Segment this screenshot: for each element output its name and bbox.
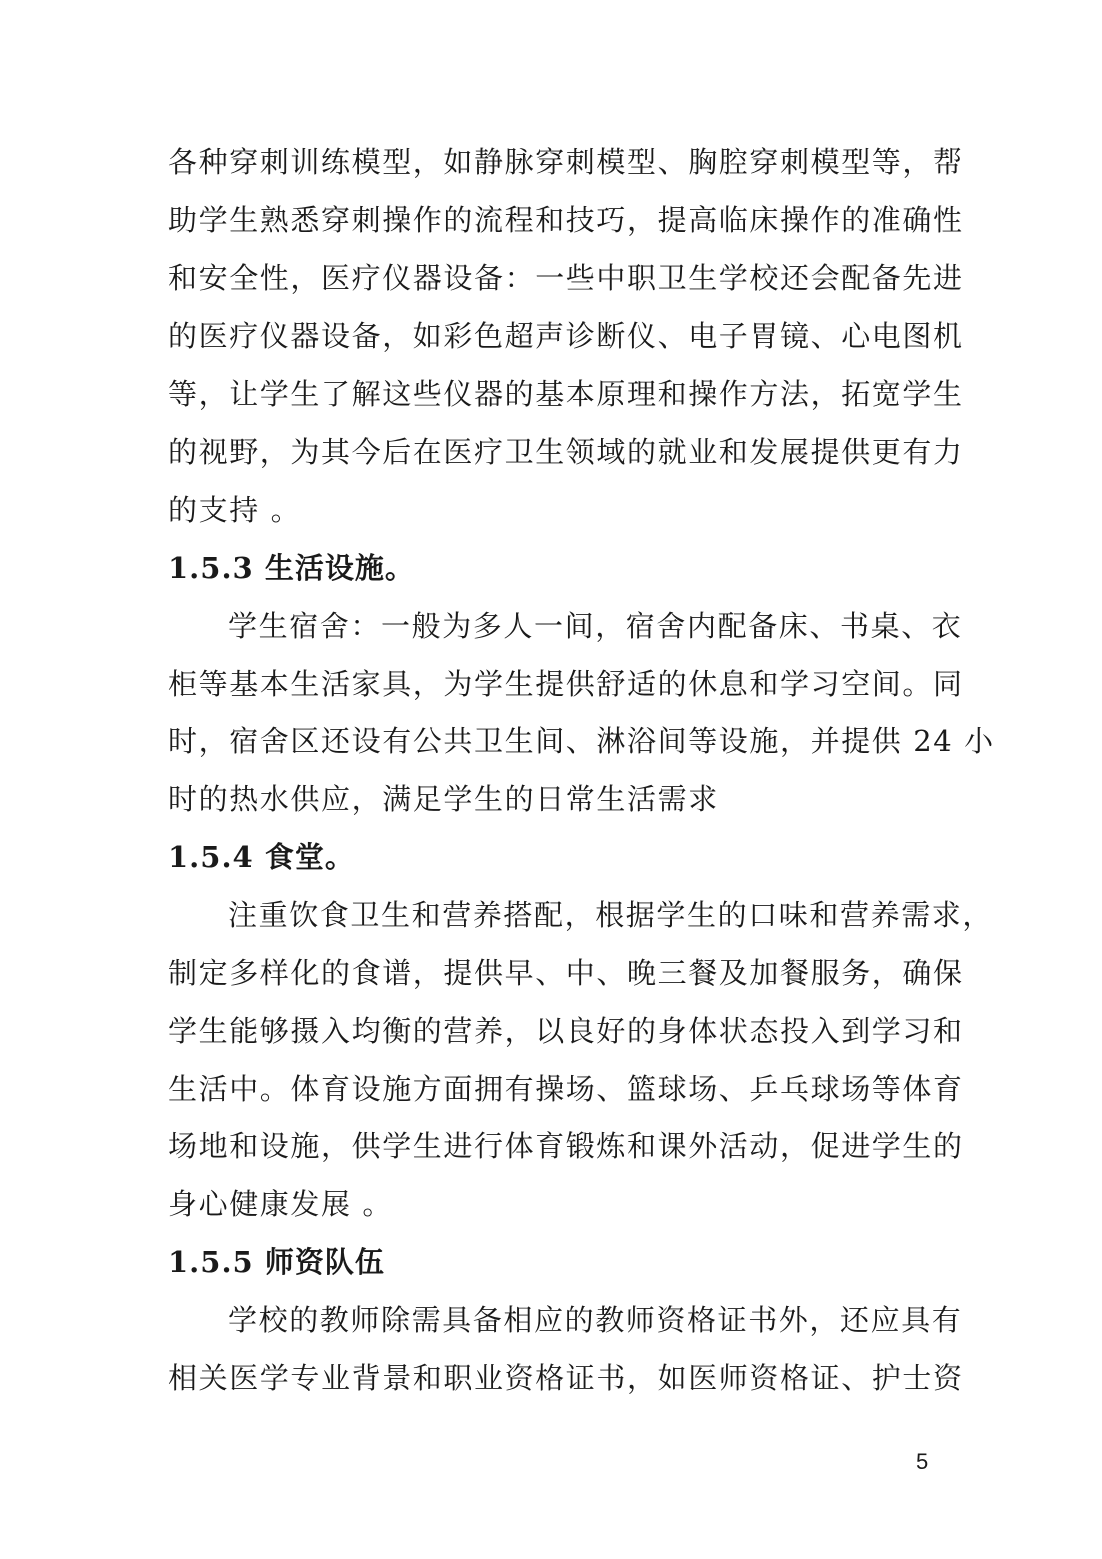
paragraph-line: 等，让学生了解这些仪器的基本原理和操作方法，拓宽学生	[168, 377, 964, 411]
paragraph-line: 柜等基本生活家具，为学生提供舒适的休息和学习空间。同	[168, 667, 964, 701]
paragraph-line: 相关医学专业背景和职业资格证书，如医师资格证、护士资	[168, 1361, 964, 1395]
paragraph-line: 的视野，为其今后在医疗卫生领域的就业和发展提供更有力	[168, 435, 964, 469]
paragraph-line: 时，宿舍区还设有公共卫生间、淋浴间等设施，并提供 24 小	[168, 724, 995, 758]
paragraph-line: 学生能够摄入均衡的营养，以良好的身体状态投入到学习和	[168, 1014, 964, 1048]
section-heading: 1.5.3 生活设施。	[168, 551, 415, 585]
paragraph-line: 生活中。体育设施方面拥有操场、篮球场、乒乓球场等体育	[168, 1072, 964, 1106]
paragraph-line: 学校的教师除需具备相应的教师资格证书外，还应具有	[228, 1303, 963, 1337]
paragraph-line: 的支持 。	[168, 493, 302, 527]
paragraph-line: 学生宿舍：一般为多人一间，宿舍内配备床、书桌、衣	[228, 609, 963, 643]
paragraph-line: 场地和设施，供学生进行体育锻炼和课外活动，促进学生的	[168, 1129, 964, 1163]
paragraph-line: 身心健康发展 。	[168, 1187, 394, 1221]
paragraph-line: 的医疗仪器设备，如彩色超声诊断仪、电子胃镜、心电图机	[168, 319, 964, 353]
paragraph-line: 各种穿刺训练模型，如静脉穿刺模型、胸腔穿刺模型等，帮	[168, 145, 964, 179]
paragraph-line: 注重饮食卫生和营养搭配，根据学生的口味和营养需求，	[228, 898, 994, 932]
page-number: 5	[916, 1449, 929, 1474]
section-heading: 1.5.4 食堂。	[168, 840, 355, 874]
paragraph-line: 和安全性，医疗仪器设备：一些中职卫生学校还会配备先进	[168, 261, 964, 295]
paragraph-line: 制定多样化的食谱，提供早、中、晚三餐及加餐服务，确保	[168, 956, 964, 990]
section-heading: 1.5.5 师资队伍	[168, 1245, 385, 1279]
paragraph-line: 时的热水供应，满足学生的日常生活需求	[168, 782, 719, 816]
paragraph-line: 助学生熟悉穿刺操作的流程和技巧，提高临床操作的准确性	[168, 203, 964, 237]
